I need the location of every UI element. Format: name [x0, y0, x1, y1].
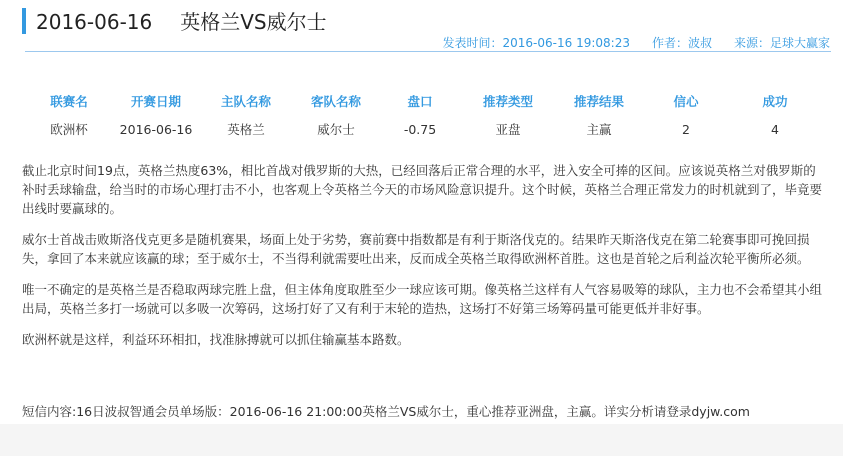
table-header-row	[28, 88, 818, 114]
table-cell: 4	[771, 121, 779, 137]
col-header: 信心	[673, 94, 699, 109]
paragraph: 截止北京时间19点，英格兰热度63%，相比首战对俄罗斯的大热，已经回落后正常合理的水平，进入安全可捧的区间。应该说英格兰对俄罗斯的补时丢球输盘，给当时的市场心理打击不小，也客观上令英格兰今天的市场风险意识提升。这个时候，英格兰合理正常发力的时机就到了，毕竟要出线时要赢球的。	[22, 163, 823, 216]
publish-time: 发表时间：2016-06-16 19:08:23	[442, 36, 630, 50]
col-header: 推荐类型	[482, 94, 533, 109]
footer-area	[0, 424, 843, 456]
table-cell: 主赢	[586, 122, 612, 137]
col-header: 主队名称	[220, 94, 271, 109]
col-header: 推荐结果	[573, 94, 624, 109]
table-cell: -0.75	[403, 121, 437, 137]
col-header: 客队名称	[310, 94, 361, 109]
recommendation-table	[28, 88, 818, 144]
col-header: 成功	[762, 94, 788, 109]
col-header: 盘口	[407, 94, 433, 109]
title-accent-bar	[22, 8, 26, 34]
table-row	[28, 114, 818, 144]
col-header: 开赛日期	[130, 94, 181, 109]
paragraph: 威尔士首战击败斯洛伐克更多是随机赛果，场面上处于劣势，赛前赛中指数都是有利于斯洛伐克的。结果昨天斯洛伐克在第二轮赛事即可挽回损失，拿回了本来就应该赢的球；至于威尔士，不当得利就需要吐出来，反而成全英格兰取得欧洲杯首胜。这也是首轮之后利益次轮平衡所必须。	[22, 232, 810, 266]
table-cell: 2	[682, 121, 690, 137]
article-body	[22, 161, 827, 361]
table-cell: 英格兰	[227, 122, 265, 137]
sms-content: 短信内容:16日波叔智通会员单场版：2016-06-16 21:00:00英格兰VS威尔士，重心推荐亚洲盘，主赢。详实分析请登录dyjw.com	[22, 404, 750, 419]
source: 来源：足球大赢家	[733, 36, 830, 50]
title-date: 2016-06-16	[36, 10, 153, 34]
paragraph: 欧洲杯就是这样，利益环环相扣，找准脉搏就可以抓住输赢基本路数。	[22, 332, 410, 347]
author: 作者：波叔	[651, 36, 712, 50]
table-cell: 威尔士	[317, 122, 355, 137]
title-match: 英格兰VS威尔士	[180, 10, 327, 34]
article-title	[36, 6, 327, 35]
table-cell: 欧洲杯	[50, 122, 88, 137]
paragraph: 唯一不确定的是英格兰是否稳取两球完胜上盘，但主体角度取胜至少一球应该可期。像英格兰这样有人气容易吸筹的球队，主力也不会希望其小组出局，英格兰多打一场就可以多吸一次筹码，这场打好了又有利于末轮的造热，这场打不好第三场筹码量可能更低并非好事。	[22, 282, 823, 316]
table-cell: 亚盘	[495, 122, 521, 137]
article-meta	[421, 34, 830, 51]
table-cell: 2016-06-16	[119, 121, 193, 137]
col-header: 联赛名	[50, 94, 88, 109]
